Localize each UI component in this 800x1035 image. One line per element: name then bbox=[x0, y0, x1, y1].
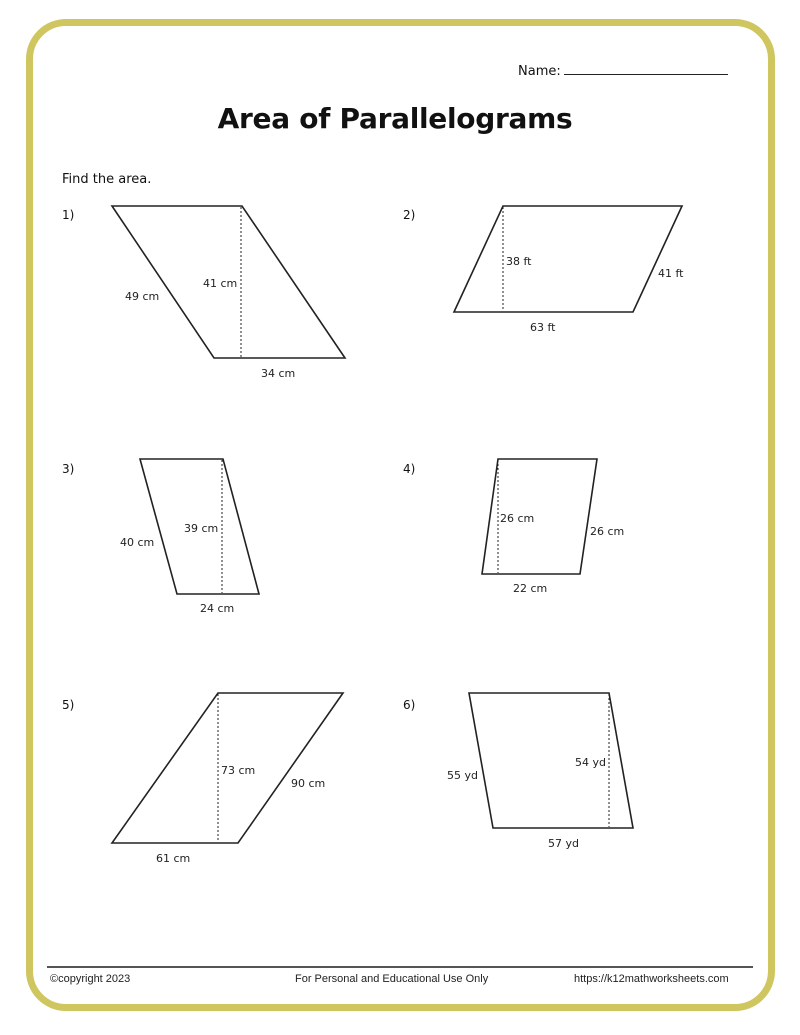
height-label: 41 cm bbox=[203, 277, 238, 290]
footer-copyright: ©copyright 2023 bbox=[50, 973, 131, 985]
footer-url[interactable]: https://k12mathworksheets.com bbox=[574, 973, 729, 985]
base-label: 24 cm bbox=[200, 602, 235, 615]
side-label: 55 yd bbox=[447, 769, 478, 782]
side-label: 40 cm bbox=[120, 536, 155, 549]
page-title: Area of Parallelograms bbox=[217, 102, 573, 135]
base-label: 22 cm bbox=[513, 582, 548, 595]
side-label: 49 cm bbox=[125, 290, 160, 303]
instructions: Find the area. bbox=[62, 172, 152, 187]
name-label: Name: bbox=[518, 64, 561, 79]
side-label: 41 ft bbox=[658, 267, 684, 280]
base-label: 34 cm bbox=[261, 367, 296, 380]
parallelogram-2 bbox=[454, 206, 682, 312]
base-label: 63 ft bbox=[530, 321, 556, 334]
footer-divider bbox=[47, 966, 753, 968]
height-label: 54 yd bbox=[575, 756, 606, 769]
problem-number: 1) bbox=[62, 208, 75, 222]
height-label: 73 cm bbox=[221, 764, 256, 777]
height-label: 26 cm bbox=[500, 512, 535, 525]
base-label: 61 cm bbox=[156, 852, 191, 865]
problem-number: 2) bbox=[403, 208, 416, 222]
height-label: 39 cm bbox=[184, 522, 219, 535]
side-label: 90 cm bbox=[291, 777, 326, 790]
height-label: 38 ft bbox=[506, 255, 532, 268]
problem-number: 6) bbox=[403, 698, 416, 712]
side-label: 26 cm bbox=[590, 525, 625, 538]
problem-number: 3) bbox=[62, 462, 75, 476]
footer-notice: For Personal and Educational Use Only bbox=[295, 973, 489, 985]
problem-number: 4) bbox=[403, 462, 416, 476]
parallelogram-6 bbox=[469, 693, 633, 828]
problem-number: 5) bbox=[62, 698, 75, 712]
base-label: 57 yd bbox=[548, 837, 579, 850]
